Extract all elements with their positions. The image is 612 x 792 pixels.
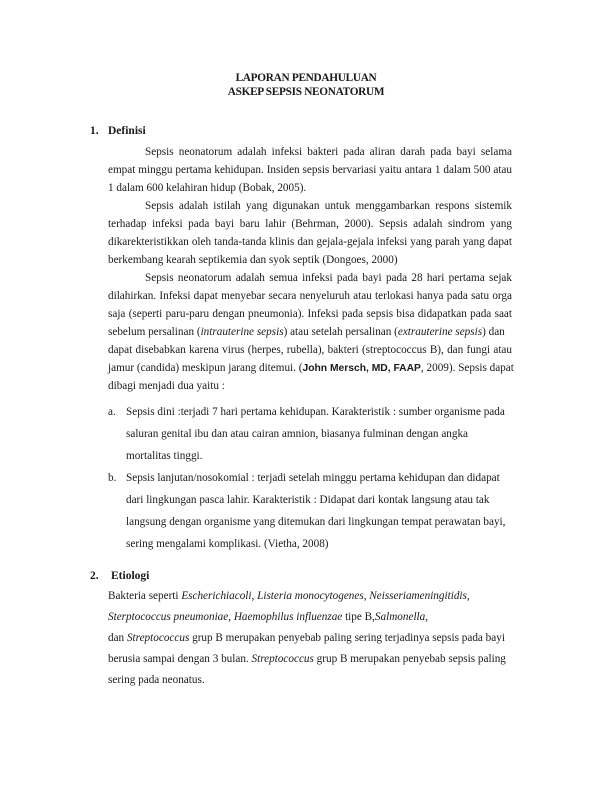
etiologi-line-1-sep-2: , [363, 590, 370, 602]
definisi-p3-line-6 [108, 362, 514, 374]
species-neisseria: Neisseriameningitidis [369, 590, 467, 602]
list-item-b-line-1: Sepsis lanjutan/nosokomial : terjadi setelah minggu pertama kehidupan dan didapat [126, 472, 500, 484]
definisi-p2-line-2: terhadap infeksi pada bayi baru lahir (Behrman, 2000). Sepsis adalah sindrom yang [108, 218, 512, 230]
definisi-p2-line-3: dikarekteristikkan oleh tanda-tanda klinis dan gejala-gejala infeksi yang parah yang dapat [108, 236, 512, 248]
list-item-a-line-3: mortalitas tinggi. [126, 450, 203, 462]
definisi-p3-line-4-text-c: ) dan [482, 326, 505, 338]
term-extrauterine-sepsis: extrauterine sepsis [397, 326, 483, 338]
list-item-b-line-3: langsung dengan organisme yang ditemukan dari lingkungan tempat perawatan bayi, [126, 516, 506, 528]
section-1-title: Definisi [108, 125, 146, 137]
document-title-line-2: ASKEP SEPSIS NEONATORUM [227, 86, 385, 98]
species-haemophilus: Haemophilus influenzae [233, 611, 343, 623]
definisi-p2-line-1: Sepsis adalah istilah yang digunakan untuk menggambarkan respons sistemik [145, 200, 512, 212]
etiologi-line-1 [108, 590, 470, 602]
definisi-p3-line-3: saja (seperti paru-paru dengan pneumonia). Infeksi pada sepsis bisa didapatkan pada saat [108, 308, 512, 320]
etiologi-line-1-sep-3: , [466, 590, 470, 602]
etiologi-line-3 [108, 632, 505, 644]
etiologi-line-2-sep-1: , [228, 611, 234, 623]
etiologi-line-2 [108, 611, 428, 623]
term-intrauterine-sepsis: intrauterine sepsis [200, 326, 284, 338]
list-item-b-marker: b. [108, 472, 117, 484]
list-item-b-line-2: dari lingkungan pasca lahir. Karakteristik : Didapat dari kontak langsung atau tak [126, 494, 490, 506]
species-streptococcus: Streptococcus [126, 632, 190, 644]
etiologi-line-3-text-b: grup B merupakan penyebab paling sering terjadinya sepsis pada bayi [189, 632, 505, 644]
section-2-number: 2. [90, 570, 99, 582]
etiologi-line-1-text-a: Bakteria seperti [108, 590, 182, 602]
section-2-title: Etiologi [111, 570, 150, 582]
etiologi-line-5: sering pada neonatus. [108, 674, 205, 686]
definisi-p1-line-2: empat minggu pertama kehidupan. Insiden sepsis bervariasi yaitu antara 1 dalam 500 atau [108, 164, 512, 176]
definisi-p3-line-4-text-b: ) atau setelah persalinan ( [283, 326, 398, 338]
etiologi-line-4 [108, 653, 506, 665]
definisi-p3-line-1: Sepsis neonatorum adalah semua infeksi pada bayi pada 28 hari pertama sejak [145, 272, 512, 284]
etiologi-line-1-sep-1: , [251, 590, 258, 602]
definisi-p1-line-1: Sepsis neonatorum adalah infeksi bakteri pada aliran darah pada bayi selama [145, 146, 512, 158]
list-item-b-line-4: sering mengalami komplikasi. (Vietha, 2008) [126, 538, 329, 550]
section-1-number: 1. [90, 125, 99, 137]
species-listeria: Listeria monocytogenes [257, 590, 364, 602]
definisi-p3-line-7: dibagi menjadi dua yaitu : [108, 380, 225, 392]
definisi-p3-line-6-text-b: , 2009). Sepsis dapat [420, 362, 514, 374]
species-salmonella: Salmonella [374, 611, 426, 623]
etiologi-line-4-text-b: grup B merupakan penyebab sepsis paling [313, 653, 506, 665]
species-streptococcus-2: Streptococcus [251, 653, 314, 665]
list-item-a-marker: a. [108, 406, 116, 418]
definisi-p3-line-6-text-a: jamur (candida) meskipun jarang ditemui. ( [108, 362, 303, 374]
species-sterptococcus-pneumoniae: Sterptococcus pneumoniae [108, 611, 229, 623]
definisi-p3-line-4-text-a: sebelum persalinan ( [108, 326, 201, 338]
definisi-p3-line-4 [108, 326, 512, 338]
etiologi-line-4-text-a: berusia sampai dengan 3 bulan. [108, 653, 252, 665]
citation-author: John Mersch, MD, FAAP [302, 363, 421, 374]
document-title-line-1: LAPORAN PENDAHULUAN [235, 72, 377, 84]
etiologi-line-2-sep-2: , [425, 611, 429, 623]
definisi-p3-line-2: dilahirkan. Infeksi dapat menyebar secara nenyeluruh atau terlokasi hanya pada satu orga [108, 290, 512, 302]
etiologi-line-3-text-a: dan [108, 632, 127, 644]
definisi-p2-line-4: berkembang kearah septikemia dan syok septik (Dongoes, 2000) [108, 254, 398, 266]
definisi-p1-line-3: 1 dalam 600 kelahiran hidup (Bobak, 2005). [108, 182, 307, 194]
list-item-a-line-1: Sepsis dini :terjadi 7 hari pertama kehidupan. Karakteristik : sumber organisme pada [126, 406, 505, 418]
etiologi-line-2-text-a: tipe B, [342, 611, 375, 623]
definisi-p3-line-5: dapat disebabkan karena virus (herpes, rubella), bakteri (streptococcus B), dan fungi atau [108, 344, 512, 356]
list-item-a-line-2: saluran genital ibu dan atau cairan amnion, biasanya fulminan dengan angka [126, 428, 469, 440]
species-escherichiacoli: Escherichiacoli [181, 590, 252, 602]
